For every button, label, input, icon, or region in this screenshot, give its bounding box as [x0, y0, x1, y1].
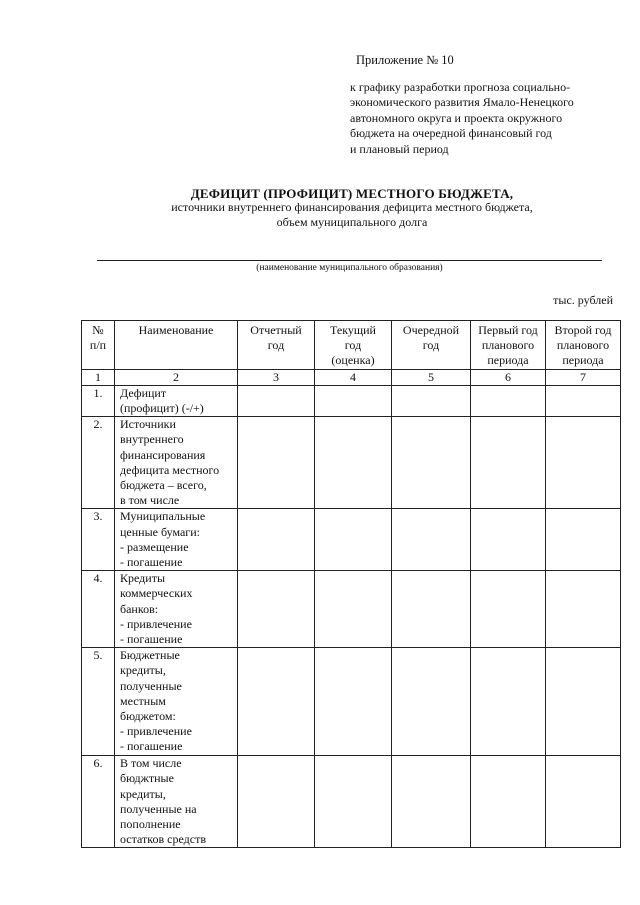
value-cell — [546, 571, 621, 648]
table-row — [82, 571, 621, 648]
row-number: 1. — [82, 385, 115, 416]
value-cell — [315, 756, 392, 848]
value-cell — [392, 385, 471, 416]
value-cell — [471, 571, 546, 648]
units-label: тыс. рублей — [553, 293, 613, 307]
row-number: 4. — [82, 571, 115, 648]
row-name: Бюджетные кредиты, полученные местным бюджетом: - привлечение - погашение — [115, 648, 238, 756]
table-row — [82, 509, 621, 571]
value-cell — [392, 509, 471, 571]
subtitle-line: источники внутреннего финансирования дефицита местного бюджета, — [171, 200, 533, 214]
appendix-line: автономного округа и проекта окружного — [350, 110, 563, 125]
index-cell: 3 — [238, 369, 315, 385]
table-row — [82, 385, 621, 416]
table-row — [82, 648, 621, 756]
value-cell — [392, 571, 471, 648]
value-cell — [471, 417, 546, 509]
appendix-description — [350, 80, 620, 157]
row-name: Кредиты коммерческих банков: - привлечение - погашение — [115, 571, 238, 648]
appendix-line: экономического развития Ямало-Ненецкого — [350, 95, 574, 110]
header-cell: № п/п — [82, 321, 115, 370]
document-subtitle — [0, 200, 640, 230]
value-cell — [392, 648, 471, 756]
value-cell — [315, 571, 392, 648]
header-cell: Текущий год (оценка) — [315, 321, 392, 370]
header-cell: Наименование — [115, 321, 238, 370]
index-cell: 4 — [315, 369, 392, 385]
municipality-caption: (наименование муниципального образования) — [256, 263, 443, 273]
value-cell — [238, 385, 315, 416]
row-name: Источники внутреннего финансирования дефицита местного бюджета – всего, в том числе — [115, 417, 238, 509]
budget-table — [81, 320, 621, 848]
appendix-label: Приложение № 10 — [356, 53, 454, 67]
row-name: В том числе бюджтные кредиты, полученные на пополнение остатков средств — [115, 756, 238, 848]
header-row — [82, 321, 621, 370]
value-cell — [238, 509, 315, 571]
value-cell — [315, 417, 392, 509]
row-name: Дефицит (профицит) (-/+) — [115, 385, 238, 416]
header-cell: Отчетный год — [238, 321, 315, 370]
value-cell — [471, 648, 546, 756]
value-cell — [546, 648, 621, 756]
header-cell: Первый год планового периода — [471, 321, 546, 370]
value-cell — [471, 756, 546, 848]
subtitle-line: объем муниципального долга — [276, 215, 428, 229]
index-cell: 5 — [392, 369, 471, 385]
value-cell — [546, 385, 621, 416]
value-cell — [392, 417, 471, 509]
index-cell: 7 — [546, 369, 621, 385]
appendix-line: к графику разработки прогноза социально- — [350, 80, 571, 94]
row-number: 5. — [82, 648, 115, 756]
value-cell — [315, 385, 392, 416]
value-cell — [315, 509, 392, 571]
value-cell — [546, 509, 621, 571]
header-cell: Второй год планового периода — [546, 321, 621, 370]
value-cell — [238, 571, 315, 648]
index-cell: 2 — [115, 369, 238, 385]
value-cell — [238, 417, 315, 509]
appendix-line: бюджета на очередной финансовый год — [350, 126, 552, 141]
value-cell — [315, 648, 392, 756]
table-row — [82, 417, 621, 509]
column-index-row — [82, 369, 621, 385]
document-title: ДЕФИЦИТ (ПРОФИЦИТ) МЕСТНОГО БЮДЖЕТА, — [190, 186, 514, 201]
municipality-name-line — [97, 260, 602, 261]
index-cell: 6 — [471, 369, 546, 385]
value-cell — [546, 417, 621, 509]
appendix-line: и плановый период — [350, 141, 449, 156]
row-number: 6. — [82, 756, 115, 848]
value-cell — [392, 756, 471, 848]
index-cell: 1 — [82, 369, 115, 385]
value-cell — [471, 385, 546, 416]
value-cell — [238, 756, 315, 848]
table-row — [82, 756, 621, 848]
row-number: 3. — [82, 509, 115, 571]
value-cell — [471, 509, 546, 571]
value-cell — [546, 756, 621, 848]
row-number: 2. — [82, 417, 115, 509]
table-body — [82, 385, 621, 848]
value-cell — [238, 648, 315, 756]
row-name: Муниципальные ценные бумаги: - размещение - погашение — [115, 509, 238, 571]
header-cell: Очередной год — [392, 321, 471, 370]
